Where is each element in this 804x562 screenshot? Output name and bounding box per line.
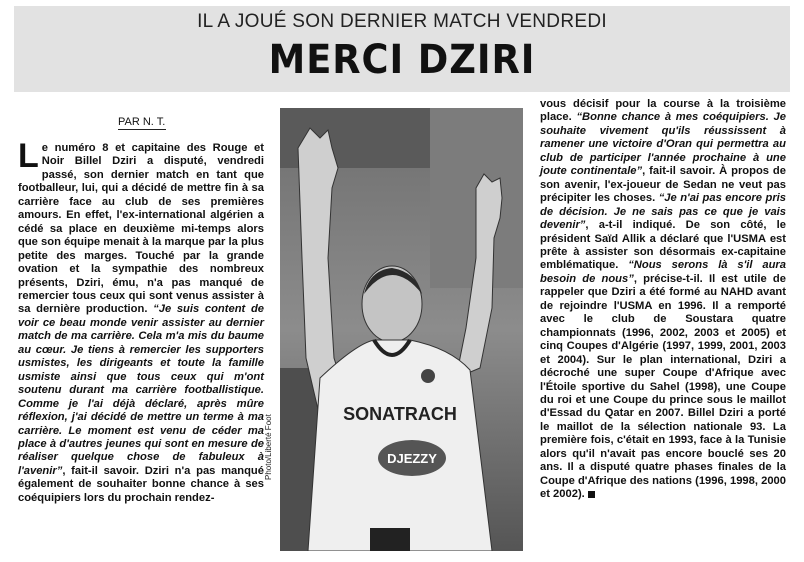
col1-quote-1: “Je suis content de voir ce beau monde venir assister au dernier match de ma carrière. Cela m'a mis du baume au cœur. Je tiens à remercier les supporters usmistes, les dirigeants et toute la famille usmiste ainsi que tous ceux qui m'ont soutenu durant ma carrière footballistique. Comme je l'ai déjà déclaré, après mûre réflexion, j'ai décidé de mettre un terme à ma carrière. Le moment est venu de céder ma place à d'autres jeunes qui sont en mesure de réaliser quelque chose de fabuleux à l'avenir”	[18, 303, 264, 477]
headline: MERCI DZIRI	[268, 37, 536, 83]
col2-run-3: , a-t-il indiqué. De son côté, le président Saïd Allik a déclaré que l'USMA est prête à assister son désormais ex-capitaine emblématique.	[540, 219, 786, 272]
drop-cap: L	[18, 137, 39, 175]
headline-banner	[14, 6, 790, 92]
shirt-text: SONATRACH	[343, 404, 457, 424]
kicker: IL A JOUÉ SON DERNIER MATCH VENDREDI	[197, 11, 607, 32]
col2-quote-3: “Nous serons là s'il aura besoin de nous”	[540, 259, 786, 285]
article-column-1	[18, 137, 264, 505]
col2-quote-1: “Bonne chance à mes coéquipiers. Je souhaite vivement qu'ils réussissent à ramener une victoire d'Oran qui permettra au club de participer l'année prochaine à une joute continentale”	[540, 111, 787, 178]
article-column-2	[540, 98, 786, 502]
sponsor-logo: DJEZZY	[387, 451, 437, 466]
col1-run-1: e numéro 8 et capitaine des Rouge et Noir Billel Dziri a disputé, vendredi passé, son dernier match en tant que footballeur, lui, qui a décidé de mettre fin à sa carrière face au club de ses premières amours. En effet, l'ex-international algérien a cédé sa place en deuxième mi-temps alors que son équipe menait à la marque par la plus petite des marges. Touché par la grande ovation et la sympathie des nombreux présents, Dziri, ému, n'a pas manqué de remercier tous ceux qui sont venus assister à sa dernière production.	[18, 142, 264, 316]
col2-run-4: , précise-t-il. Il est utile de rappeler que Dziri a été formé au NAHD avant de rejoindre l'USMA en 1996. Il a remporté avec le club de Soustara quatre championnats (1996, 2002, 2003 et 2005) et cinq Coupes d'Algérie (1997, 1999, 2001, 2003 et 2004). Sur le plan international, Dziri a décroché une super Coupe d'Afrique avec l'Étoile sportive du Sahel (1998), une Coupe du roi et une Coupe du prince sous le maillot d'Essad du Qatar en 2007. Billel Dziri a porté le maillot de la sélection nationale 93. La première fois, c'était en 1993, face à la Tunisie alors qu'il n'avait pas encore bouclé ses 20 ans. Il a disputé quatre phases finales de la Coupe d'Afrique des nations (1996, 1998, 2000 et 2002).	[540, 272, 786, 501]
col2-run-2: , fait-il savoir. À propos de son avenir, l'ex-joueur de Sedan ne veut pas précipiter les choses.	[540, 165, 786, 205]
end-mark-icon	[588, 491, 595, 498]
byline: PAR N. T.	[118, 116, 166, 128]
col2-quote-2: “Je n'ai pas encore pris de décision. Je ne sais pas ce que je vais devenir”	[540, 192, 787, 232]
player-waving-photo	[280, 108, 523, 551]
photo-credit: Photo/Liberté Foot	[264, 414, 273, 480]
article-photo	[280, 108, 523, 551]
col1-run-2: , fait-il savoir. Dziri n'a pas manqué également de souhaiter bonne chance à ses coéquipiers lors du prochain rendez-	[18, 464, 264, 504]
col2-run-1: vous décisif pour la course à la troisième place.	[540, 98, 786, 124]
club-crest-icon	[421, 369, 435, 383]
